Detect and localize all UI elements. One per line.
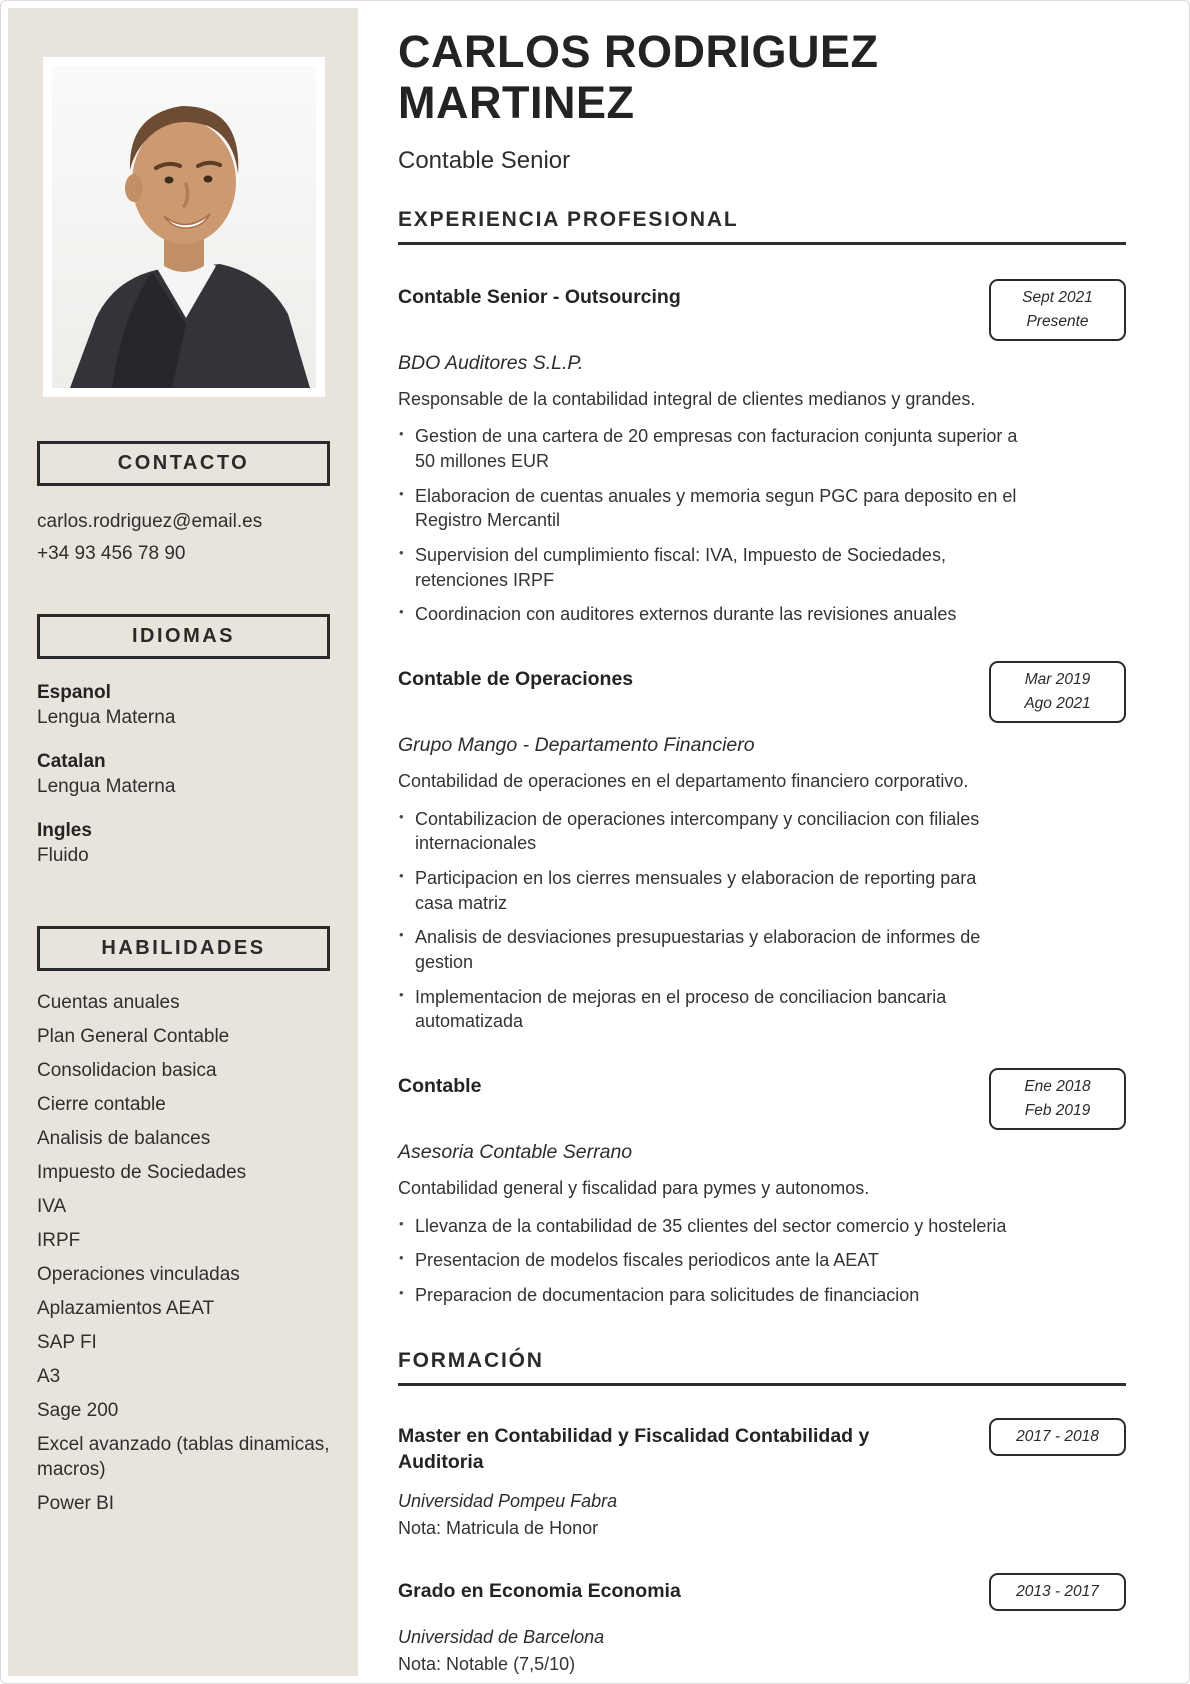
portrait-illustration [52, 66, 316, 388]
languages-section [37, 614, 330, 868]
skill-item: Impuesto de Sociedades [37, 1162, 247, 1183]
date-end: Presente [1026, 312, 1089, 330]
language-item [37, 680, 330, 730]
job-title: Contable de Operaciones [398, 667, 634, 690]
job-entry [398, 1074, 1126, 1308]
language-item [37, 818, 330, 868]
job-bullet: • Coordinacion con auditores externos durante las revisiones anuales [398, 602, 1018, 627]
education-grade: Nota: Matricula de Honor [398, 1518, 599, 1539]
skill-item: A3 [37, 1366, 61, 1387]
skill-item: IRPF [37, 1230, 81, 1251]
date-badge [989, 1418, 1126, 1456]
experience-section [398, 208, 1126, 1308]
date-start: Mar 2019 [1024, 670, 1091, 688]
contact-email: carlos.rodriguez@email.es [37, 511, 263, 532]
education-entry [398, 1424, 1126, 1540]
job-bullet-list [398, 1214, 1126, 1308]
skill-item: Plan General Contable [37, 1026, 230, 1047]
language-level: Lengua Materna [37, 776, 176, 797]
job-title: Contable Senior - Outsourcing [398, 285, 681, 308]
language-name: Espanol [37, 682, 111, 703]
experience-heading: EXPERIENCIA PROFESIONAL [398, 208, 1126, 245]
date-badge [989, 1068, 1126, 1130]
person-title: Contable Senior [398, 146, 571, 174]
person-name: CARLOS RODRIGUEZ MARTINEZ [398, 26, 879, 129]
job-bullet: • Participacion en los cierres mensuales y elaboracion de reporting para casa matriz [398, 866, 1018, 915]
language-name: Ingles [37, 820, 92, 841]
date-start: Ene 2018 [1024, 1077, 1091, 1095]
skill-item: Sage 200 [37, 1400, 119, 1421]
main-content [358, 8, 1182, 1676]
education-section [398, 1349, 1126, 1676]
sidebar [8, 8, 358, 1676]
languages-heading: IDIOMAS [37, 614, 330, 659]
skills-section [37, 926, 330, 1516]
job-bullet: • Elaboracion de cuentas anuales y memoria segun PGC para deposito en el Registro Mercantil [398, 484, 1018, 533]
date-end: Ago 2021 [1024, 694, 1091, 712]
education-title: Master en Contabilidad y Fiscalidad Contabilidad y Auditoria [398, 1425, 870, 1473]
education-grade: Nota: Notable (7,5/10) [398, 1654, 576, 1675]
job-bullet: • Gestion de una cartera de 20 empresas con facturacion conjunta superior a 50 millones EUR [398, 424, 1018, 473]
job-bullet: • Implementacion de mejoras en el proceso de conciliacion bancaria automatizada [398, 985, 1018, 1034]
date-badge [989, 279, 1126, 341]
date-badge [989, 661, 1126, 723]
skill-item: Power BI [37, 1493, 115, 1514]
date-range: 2013 - 2017 [1016, 1582, 1099, 1600]
skill-item: Cuentas anuales [37, 992, 180, 1013]
job-bullet: • Analisis de desviaciones presupuestarias y elaboracion de informes de gestion [398, 925, 1018, 974]
skill-item: Analisis de balances [37, 1128, 211, 1149]
contact-section [37, 441, 330, 570]
job-summary: Contabilidad de operaciones en el departamento financiero corporativo. [398, 770, 969, 791]
education-title: Grado en Economia Economia [398, 1579, 681, 1602]
profile-photo [43, 57, 325, 397]
job-summary: Responsable de la contabilidad integral de clientes medianos y grandes. [398, 388, 976, 409]
date-end: Feb 2019 [1024, 1101, 1091, 1119]
skill-item: IVA [37, 1196, 67, 1217]
skill-item: Aplazamientos AEAT [37, 1298, 215, 1319]
date-start: Sept 2021 [1022, 288, 1093, 306]
skill-item: Operaciones vinculadas [37, 1264, 240, 1285]
job-company: Asesoria Contable Serrano [398, 1140, 633, 1163]
job-company: Grupo Mango - Departamento Financiero [398, 733, 755, 756]
job-bullet: • Supervision del cumplimiento fiscal: IVA, Impuesto de Sociedades, retenciones IRPF [398, 543, 1018, 592]
skills-heading: HABILIDADES [37, 926, 330, 971]
language-level: Fluido [37, 845, 89, 866]
date-badge [989, 1573, 1126, 1611]
job-bullet: • Presentacion de modelos fiscales periodicos ante la AEAT [398, 1248, 1018, 1273]
language-item [37, 749, 330, 799]
job-company: BDO Auditores S.L.P. [398, 351, 584, 374]
skill-item: Consolidacion basica [37, 1060, 217, 1081]
job-title: Contable [398, 1074, 482, 1097]
education-school: Universidad Pompeu Fabra [398, 1491, 618, 1512]
contact-heading: CONTACTO [37, 441, 330, 486]
job-bullet: • Preparacion de documentacion para solicitudes de financiacion [398, 1283, 1018, 1308]
date-range: 2017 - 2018 [1016, 1428, 1099, 1446]
job-bullet-list [398, 807, 1126, 1034]
skill-item: SAP FI [37, 1332, 97, 1353]
education-entry [398, 1579, 1126, 1677]
education-school: Universidad de Barcelona [398, 1626, 605, 1647]
skill-item: Cierre contable [37, 1094, 166, 1115]
job-entry [398, 285, 1126, 627]
language-name: Catalan [37, 751, 106, 772]
contact-phone: +34 93 456 78 90 [37, 543, 186, 564]
job-summary: Contabilidad general y fiscalidad para pymes y autonomos. [398, 1177, 870, 1198]
education-heading: FORMACIÓN [398, 1349, 1126, 1386]
job-entry [398, 667, 1126, 1034]
job-bullet: • Llevanza de la contabilidad de 35 clientes del sector comercio y hosteleria [398, 1214, 1018, 1239]
job-bullet-list [398, 424, 1126, 627]
skill-item: Excel avanzado (tablas dinamicas, macros) [37, 1434, 330, 1480]
job-bullet: • Contabilizacion de operaciones intercompany y conciliacion con filiales internacionales [398, 807, 1018, 856]
language-level: Lengua Materna [37, 707, 176, 728]
